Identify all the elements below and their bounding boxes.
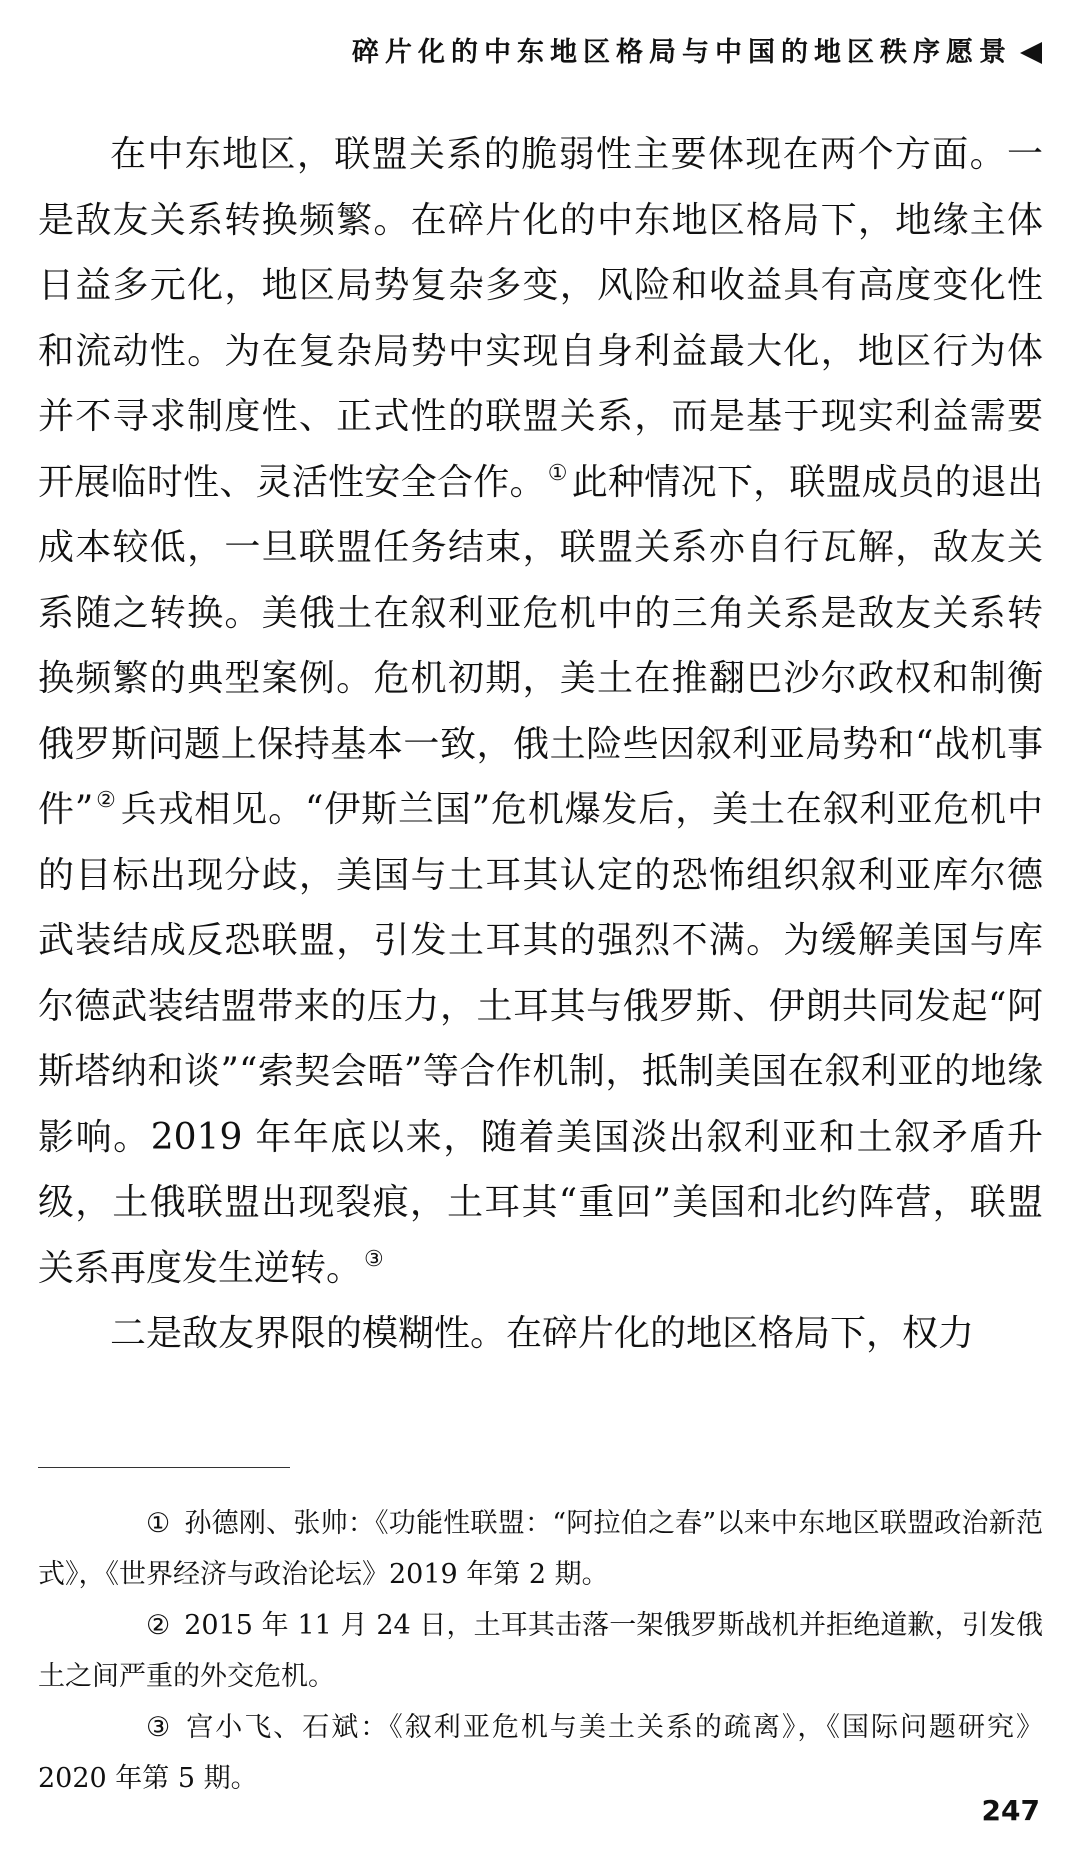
footnote-ref-3[interactable]: ③ <box>364 1246 384 1272</box>
paragraph-1-part-1: 在中东地区，联盟关系的脆弱性主要体现在两个方面。一是敌友关系转换频繁。在碎片化的中东地区格局下，地缘主体日益多元化，地区局势复杂多变，风险和收益具有高度变化性和流动性。为在复杂局势中实现自身利益最大化，地区行为体并不寻求制度性、正式性的联盟关系，而是基于现实利益需要开展临时性、灵活性安全合作。 <box>38 134 1043 503</box>
paragraph-2: 二是敌友界限的模糊性。在碎片化的地区格局下，权力 <box>110 1313 975 1354</box>
footnote-mark: ③ <box>146 1712 171 1743</box>
paragraph-1-part-2: 此种情况下，联盟成员的退出成本较低，一旦联盟任务结束，联盟关系亦自行瓦解，敌友关系随之转换。美俄土在叙利亚危机中的三角关系是敌友关系转换频繁的典型案例。危机初期，美土在推翻巴沙尔政权和制衡俄罗斯问题上保持基本一致，俄土险些因叙利亚局势和“战机事件” <box>38 461 1043 830</box>
footnote-2 <box>38 1600 1043 1702</box>
footnote-divider <box>38 1467 290 1468</box>
footnote-text: 宫小飞、石斌：《叙利亚危机与美土关系的疏离》，《国际问题研究》2020 年第 5 期。 <box>38 1712 1043 1794</box>
footnote-text: 孙德刚、张帅：《功能性联盟：“阿拉伯之春”以来中东地区联盟政治新范式》，《世界经济与政治论坛》2019 年第 2 期。 <box>38 1508 1043 1590</box>
footnote-ref-2[interactable]: ② <box>95 788 117 813</box>
footnote-ref-1[interactable]: ① <box>547 460 568 486</box>
body-text <box>38 122 1043 1367</box>
left-triangle-icon <box>1020 42 1042 64</box>
footnote-1 <box>38 1498 1043 1600</box>
running-header <box>352 30 1042 69</box>
running-header-title: 碎片化的中东地区格局与中国的地区秩序愿景 <box>352 37 1012 68</box>
footnotes <box>38 1498 1043 1804</box>
page-number: 247 <box>981 1794 1040 1827</box>
paragraph-1-part-3: 兵戎相见。“伊斯兰国”危机爆发后，美土在叙利亚危机中的目标出现分歧，美国与土耳其认定的恐怖组织叙利亚库尔德武装结成反恐联盟，引发土耳其的强烈不满。为缓解美国与库尔德武装结盟带来的压力，土耳其与俄罗斯、伊朗共同发起“阿斯塔纳和谈”“索契会晤”等合作机制，抵制美国在叙利亚的地缘影响。2019 年年底以来，随着美国淡出叙利亚和土叙矛盾升级，土俄联盟出现裂痕，土耳其“重回”美国和北约阵营，联盟关系再度发生逆转。 <box>38 789 1043 1289</box>
footnote-3 <box>38 1702 1043 1804</box>
footnote-text: 2015 年 11 月 24 日，土耳其击落一架俄罗斯战机并拒绝道歉，引发俄土之间严重的外交危机。 <box>38 1610 1043 1692</box>
footnote-mark: ② <box>146 1610 171 1641</box>
footnote-mark: ① <box>146 1508 171 1539</box>
paragraph-1 <box>38 122 1043 1301</box>
